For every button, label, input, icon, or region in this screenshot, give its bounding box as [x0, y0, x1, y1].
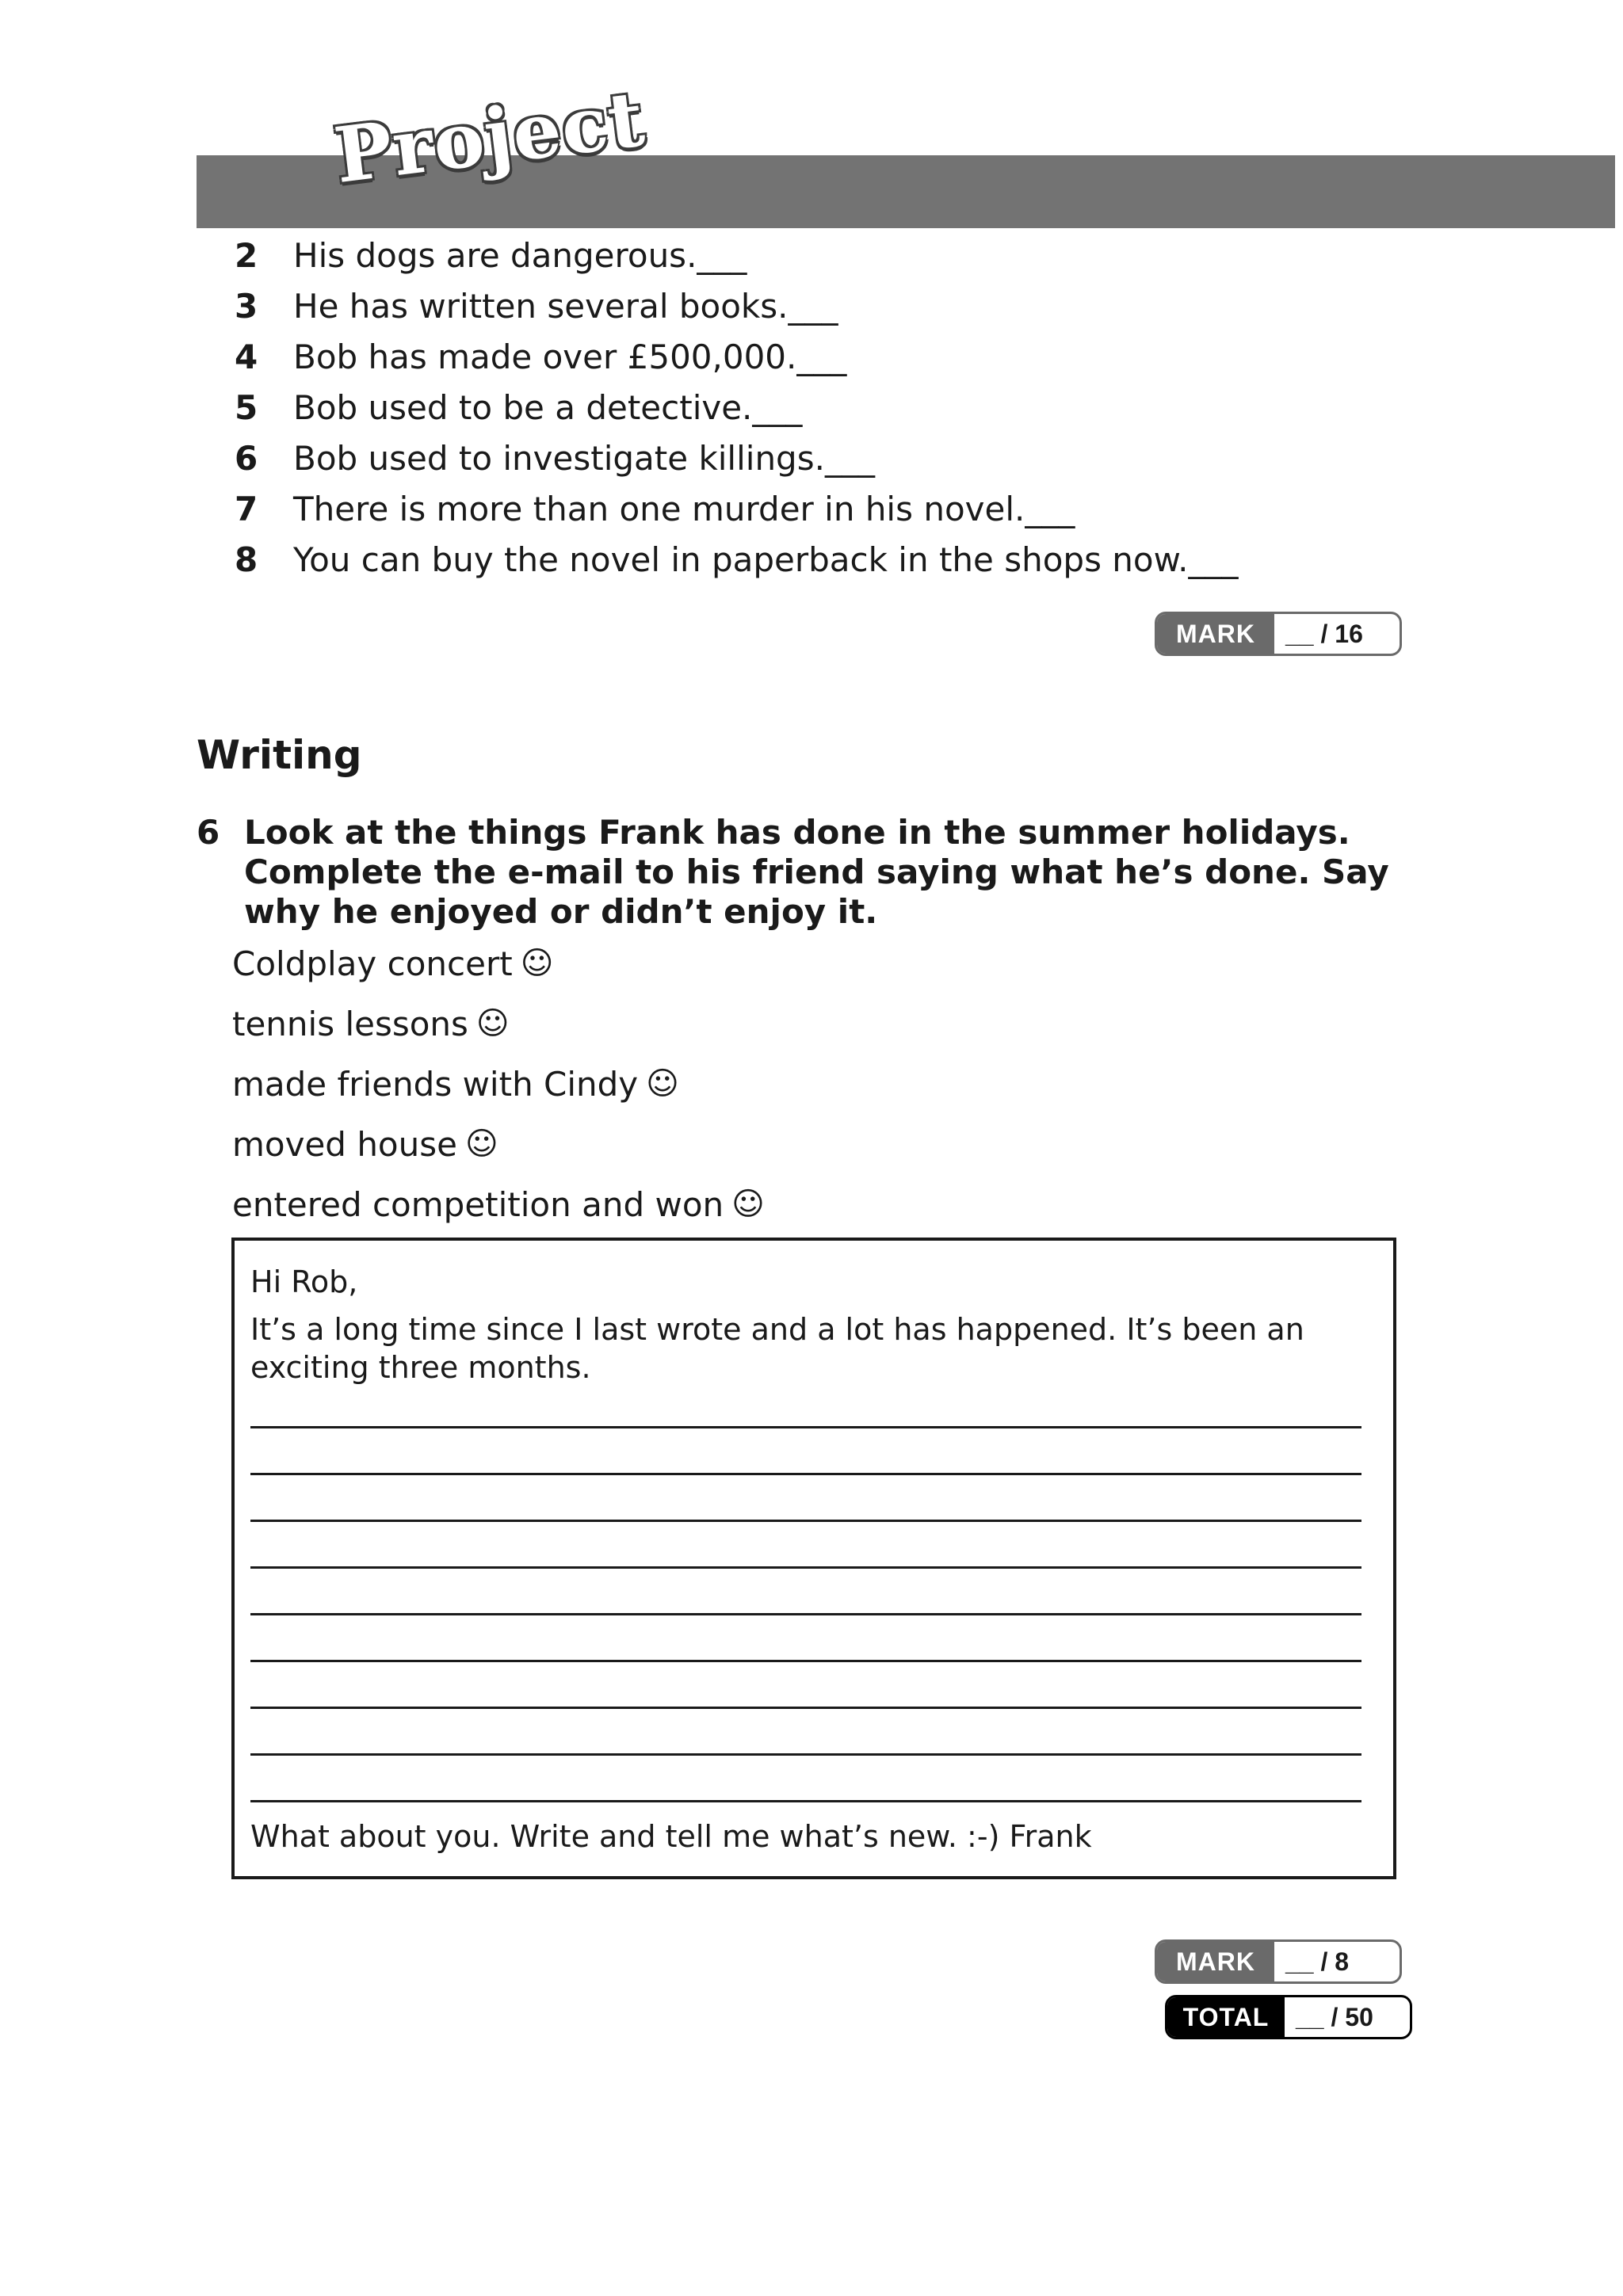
- answer-line[interactable]: [250, 1426, 1361, 1428]
- answer-line[interactable]: [250, 1520, 1361, 1522]
- total-label: TOTAL: [1167, 1997, 1285, 2037]
- answer-line[interactable]: [250, 1753, 1361, 1756]
- project-logo: Project: [330, 74, 650, 201]
- answer-line[interactable]: [250, 1660, 1361, 1662]
- answer-line[interactable]: [250, 1707, 1361, 1709]
- activity-item: [232, 1174, 765, 1234]
- smiley-icon: ☺: [731, 1186, 765, 1222]
- question-number: 4: [235, 337, 258, 376]
- smiley-icon: ☺: [520, 945, 554, 982]
- answer-line[interactable]: [250, 1800, 1361, 1802]
- section-title-writing: Writing: [197, 732, 362, 778]
- total-box: [1165, 1995, 1412, 2039]
- answer-line[interactable]: [250, 1566, 1361, 1569]
- activity-item: [232, 1054, 765, 1114]
- mark-score: __ / 16: [1285, 619, 1363, 648]
- question-text: His dogs are dangerous.___: [293, 235, 747, 275]
- question-number: 2: [235, 235, 258, 275]
- question-item: [235, 230, 1423, 280]
- question-text: Bob has made over £500,000.___: [293, 337, 847, 376]
- question-item: [235, 534, 1423, 585]
- question-number: 5: [235, 387, 258, 427]
- task-instruction: Look at the things Frank has done in the summer holidays. Complete the e-mail to his friend saying what he’s done. Say why he enjoyed or didn’t enjoy it.: [244, 813, 1389, 931]
- email-box: [231, 1238, 1396, 1879]
- question-item: [235, 382, 1423, 433]
- activity-text: tennis lessons: [232, 1004, 468, 1043]
- answer-line[interactable]: [250, 1613, 1361, 1615]
- answer-line[interactable]: [250, 1473, 1361, 1475]
- question-text: Bob used to be a detective.___: [293, 387, 803, 427]
- mark-score: __ / 8: [1285, 1947, 1350, 1976]
- question-number: 7: [235, 489, 258, 528]
- total-score: __ / 50: [1296, 2002, 1373, 2031]
- question-number: 6: [235, 438, 258, 478]
- activity-text: Coldplay concert: [232, 944, 513, 983]
- mark-box-reading: [1155, 612, 1402, 656]
- question-text: He has written several books.___: [293, 286, 838, 326]
- activity-text: made friends with Cindy: [232, 1064, 639, 1104]
- email-body: It’s a long time since I last wrote and a lot has happened. It’s been an exciting three months.: [250, 1312, 1304, 1385]
- question-item: [235, 433, 1423, 483]
- activity-text: moved house: [232, 1124, 457, 1164]
- email-signoff: What about you. Write and tell me what’s new. :-) Frank: [250, 1819, 1092, 1854]
- activity-text: entered competition and won: [232, 1184, 724, 1224]
- question-text: Bob used to investigate killings.___: [293, 438, 875, 478]
- mark-label: MARK: [1157, 1942, 1274, 1981]
- question-list: [235, 230, 1423, 585]
- question-text: There is more than one murder in his novel.___: [293, 489, 1075, 528]
- question-text: You can buy the novel in paperback in the shops now.___: [293, 540, 1239, 579]
- task-number: 6: [197, 813, 220, 852]
- question-number: 8: [235, 540, 258, 579]
- activity-list: [232, 933, 765, 1234]
- question-item: [235, 331, 1423, 382]
- activity-item: [232, 994, 765, 1054]
- activity-item: [232, 1114, 765, 1174]
- email-greeting: Hi Rob,: [250, 1264, 358, 1299]
- activity-item: [232, 933, 765, 994]
- question-number: 3: [235, 286, 258, 326]
- smiley-icon: ☺: [464, 1126, 498, 1162]
- mark-label: MARK: [1157, 614, 1274, 654]
- smiley-icon: ☺: [646, 1066, 679, 1102]
- question-item: [235, 280, 1423, 331]
- mark-box-writing: [1155, 1939, 1402, 1984]
- question-item: [235, 483, 1423, 534]
- smiley-icon: ☺: [475, 1005, 510, 1042]
